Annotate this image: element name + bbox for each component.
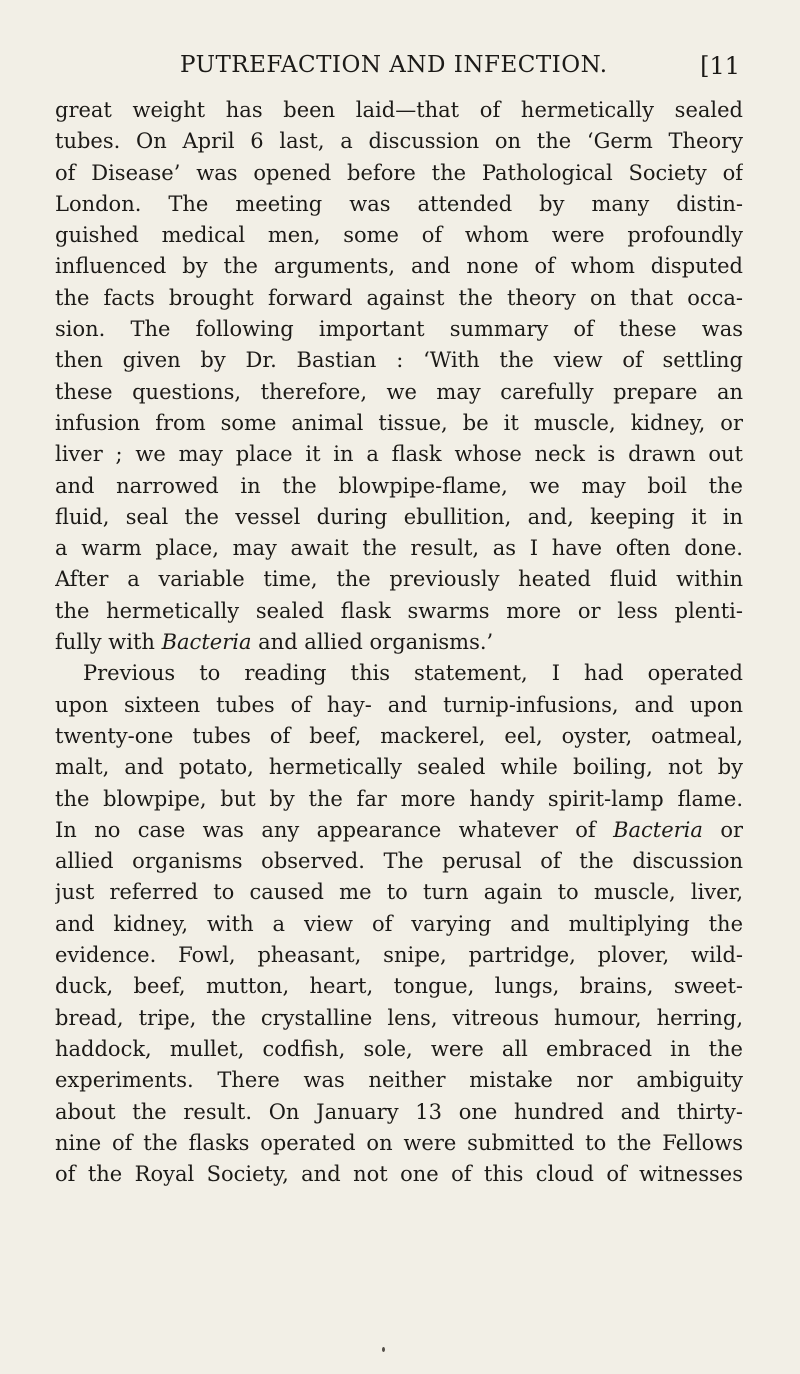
text-line: infusion from some animal tissue, be it muscle, kidney, or [55,410,743,435]
text-line: a warm place, may await the result, as I have often done. [55,536,743,561]
text-line: just referred to caused me to turn again to muscle, liver, [55,880,743,905]
page-number: [11 [700,52,740,80]
running-head [180,52,740,86]
text-line: great weight has been laid—that of hermetically sealed [55,98,743,122]
text-line: duck, beef, mutton, heart, tongue, lungs, brains, sweet- [55,974,743,999]
text-line: twenty-one tubes of beef, mackerel, eel, oyster, oatmeal, [55,723,743,748]
text-line: of the Royal Society, and not one of this cloud of witnesses [55,1162,743,1187]
text-line: and narrowed in the blowpipe-flame, we may boil the [55,473,743,498]
text-line: guished medical men, some of whom were profoundly [55,223,743,248]
text-line: upon sixteen tubes of hay- and turnip-infusions, and upon [55,692,743,717]
text-line: and kidney, with a view of varying and multiplying the [55,911,743,936]
text-line [55,815,743,846]
text-line: nine of the flasks operated on were submitted to the Fellows [55,1130,743,1155]
text-run: fully with [55,630,162,655]
text-line: tubes. On April 6 last, a discussion on the ‘Germ Theory [55,129,743,154]
text-line: then given by Dr. Bastian : ‘With the view of settling [55,348,743,373]
body-text [55,95,743,1190]
paragraph-start-line: Previous to reading this statement, I had operated [83,661,743,686]
italic-term: Bacteria [613,817,703,842]
text-line: influenced by the arguments, and none of whom disputed [55,254,743,279]
text-line: liver ; we may place it in a flask whose neck is drawn out [55,442,743,467]
text-line: of Disease’ was opened before the Pathological Society of [55,160,743,185]
text-run: or [702,817,743,842]
text-line: these questions, therefore, we may carefully prepare an [55,379,743,404]
text-line: the facts brought forward against the theory on that occa- [55,285,743,310]
text-line: haddock, mullet, codfish, sole, were all embraced in the [55,1036,743,1061]
text-line: malt, and potato, hermetically sealed while boiling, not by [55,755,743,780]
text-line: fluid, seal the vessel during ebullition, and, keeping it in [55,504,743,529]
text-line: experiments. There was neither mistake nor ambiguity [55,1068,743,1093]
text-line: the blowpipe, but by the far more handy spirit-lamp flame. [55,786,743,811]
text-line: After a variable time, the previously heated fluid within [55,567,743,592]
ink-speck [382,1347,385,1352]
running-title: PUTREFACTION AND INFECTION. [180,52,608,78]
text-line: bread, tripe, the crystalline lens, vitreous humour, herring, [55,1005,743,1030]
text-run: In no case was any appearance whatever of [55,817,614,842]
text-line: London. The meeting was attended by many distin- [55,191,743,216]
text-run: and allied organisms.’ [251,630,494,655]
text-line [55,627,743,658]
text-line: about the result. On January 13 one hundred and thirty- [55,1099,743,1124]
text-line: allied organisms observed. The perusal of the discussion [55,849,743,874]
text-line: the hermetically sealed flask swarms more or less plenti- [55,598,743,623]
text-line: evidence. Fowl, pheasant, snipe, partridge, plover, wild- [55,943,743,968]
italic-term: Bacteria [161,630,252,655]
text-line: sion. The following important summary of these was [55,317,743,342]
